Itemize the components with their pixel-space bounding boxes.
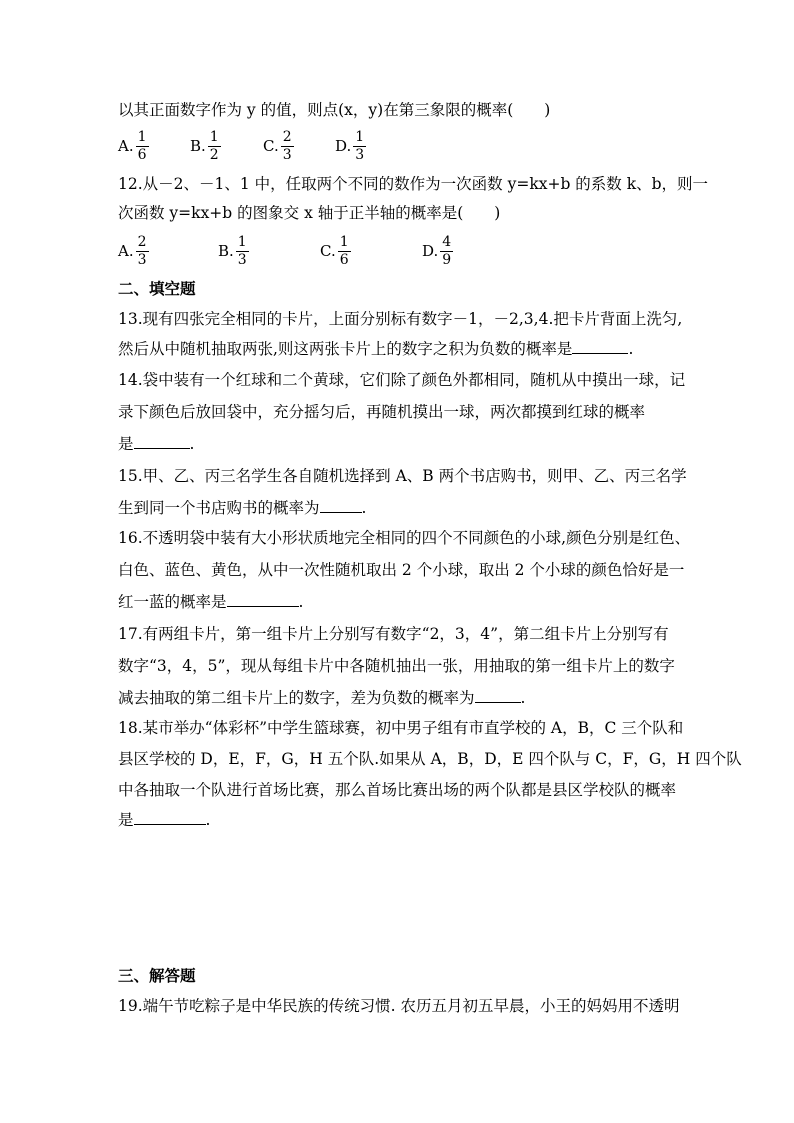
fraction [136, 129, 149, 164]
q16-line-2: 白色、蓝色、黄色，从中一次性随机取出 2 个小球，取出 2 个小球的颜色恰好是一 [118, 561, 685, 579]
q17-text: 减去抽取的第二组卡片上的数字，差为负数的概率为 [118, 689, 475, 707]
option-letter: D. [422, 242, 439, 260]
option-letter: C. [263, 137, 279, 155]
answer-blank[interactable] [134, 810, 206, 825]
fraction [236, 234, 249, 269]
q18-line-1: 18.某市举办“体彩杯”中学生篮球赛，初中男子组有市直学校的 A，B，C 三个队和 [118, 719, 684, 737]
q13-period: . [628, 340, 634, 358]
q17-period: . [520, 689, 526, 707]
q18-line-3: 中各抽取一个队进行首场比赛，那么首场比赛出场的两个队都是县区学校队的概率 [118, 781, 677, 799]
q18-text: 是 [118, 811, 134, 829]
q17-line-1: 17.有两组卡片，第一组卡片上分别写有数字“2，3，4”，第二组卡片上分别写有 [118, 625, 669, 643]
numerator: 1 [137, 128, 147, 145]
q18-period: . [205, 811, 211, 829]
q13-line-2 [118, 339, 633, 359]
answer-blank[interactable] [134, 434, 190, 449]
option-letter: C. [320, 242, 336, 260]
answer-blank[interactable] [475, 688, 521, 703]
denominator: 6 [339, 251, 349, 268]
q16-line-1: 16.不透明袋中装有大小形状质地完全相同的四个不同颜色的小球,颜色分别是红色、 [118, 529, 691, 547]
q13-line-1: 13.现有四张完全相同的卡片，上面分别标有数字－1，－2,3,4.把卡片背面上洗匀, [118, 310, 683, 328]
q18-line-4 [118, 810, 210, 830]
q12-option-c [320, 229, 351, 273]
q15-period: . [361, 499, 367, 517]
q16-text: 红一蓝的概率是 [118, 593, 227, 611]
option-letter: A. [118, 242, 134, 260]
q18-line-2: 县区学校的 D，E，F，G，H 五个队.如果从 A，B，D，E 四个队与 C，F，G，H 四个队 [118, 750, 742, 768]
option-letter: A. [118, 137, 134, 155]
answer-blank[interactable] [227, 592, 299, 607]
q14-line-1: 14.袋中装有一个红球和二个黄球，它们除了颜色外都相同，随机从中摸出一球，记 [118, 371, 686, 389]
numerator: 2 [282, 128, 292, 145]
numerator: 4 [442, 233, 452, 250]
numerator: 1 [237, 233, 247, 250]
q14-text: 是 [118, 435, 134, 453]
denominator: 6 [137, 146, 147, 163]
denominator: 3 [355, 146, 365, 163]
answer-blank[interactable] [320, 498, 362, 513]
fraction [338, 234, 351, 269]
denominator: 3 [282, 146, 292, 163]
q16-line-3 [118, 592, 303, 612]
denominator: 3 [137, 251, 147, 268]
q12-option-d [422, 229, 453, 273]
q17-line-3 [118, 688, 525, 708]
fraction [440, 234, 453, 269]
numerator: 1 [355, 128, 365, 145]
section-heading-solve: 三、解答题 [118, 967, 196, 985]
numerator: 2 [137, 233, 147, 250]
q11-option-c [263, 124, 294, 168]
q16-period: . [298, 593, 304, 611]
q19-line-1: 19.端午节吃粽子是中华民族的传统习惯. 农历五月初五早晨，小王的妈妈用不透明 [118, 997, 680, 1015]
q12-option-a [118, 229, 149, 273]
fraction [281, 129, 294, 164]
fraction [353, 129, 366, 164]
denominator: 9 [442, 251, 452, 268]
fraction [136, 234, 149, 269]
q14-line-2: 录下颜色后放回袋中，充分摇匀后，再随机摸出一球，两次都摸到红球的概率 [118, 403, 646, 421]
option-letter: B. [190, 137, 206, 155]
denominator: 2 [209, 146, 219, 163]
q14-line-3 [118, 434, 194, 454]
option-letter: D. [335, 137, 352, 155]
q12-line-1: 12.从－2、－1、1 中，任取两个不同的数作为一次函数 y=kx+b 的系数 k、b，则一 [118, 175, 709, 193]
q12-line-2: 次函数 y=kx+b 的图象交 x 轴于正半轴的概率是( ) [118, 204, 501, 222]
q14-period: . [189, 435, 195, 453]
option-letter: B. [218, 242, 234, 260]
q13-text: 然后从中随机抽取两张,则这两张卡片上的数字之积为负数的概率是 [118, 340, 573, 358]
q15-line-1: 15.甲、乙、丙三名学生各自随机选择到 A、B 两个书店购书，则甲、乙、丙三名学 [118, 467, 687, 485]
q11-option-a [118, 124, 149, 168]
q11-option-d [335, 124, 366, 168]
q11-text: 以其正面数字作为 y 的值，则点(x，y)在第三象限的概率( ) [118, 101, 551, 119]
section-heading-fill-in: 二、填空题 [118, 280, 196, 298]
q12-option-b [218, 229, 249, 273]
q17-line-2: 数字“3，4，5”，现从每组卡片中各随机抽出一张，用抽取的第一组卡片上的数字 [118, 657, 675, 675]
numerator: 1 [209, 128, 219, 145]
fraction [208, 129, 221, 164]
q15-line-2 [118, 498, 366, 518]
q11-option-b [190, 124, 221, 168]
denominator: 3 [237, 251, 247, 268]
q15-text: 生到同一个书店购书的概率为 [118, 499, 320, 517]
numerator: 1 [339, 233, 349, 250]
answer-blank[interactable] [572, 339, 628, 354]
